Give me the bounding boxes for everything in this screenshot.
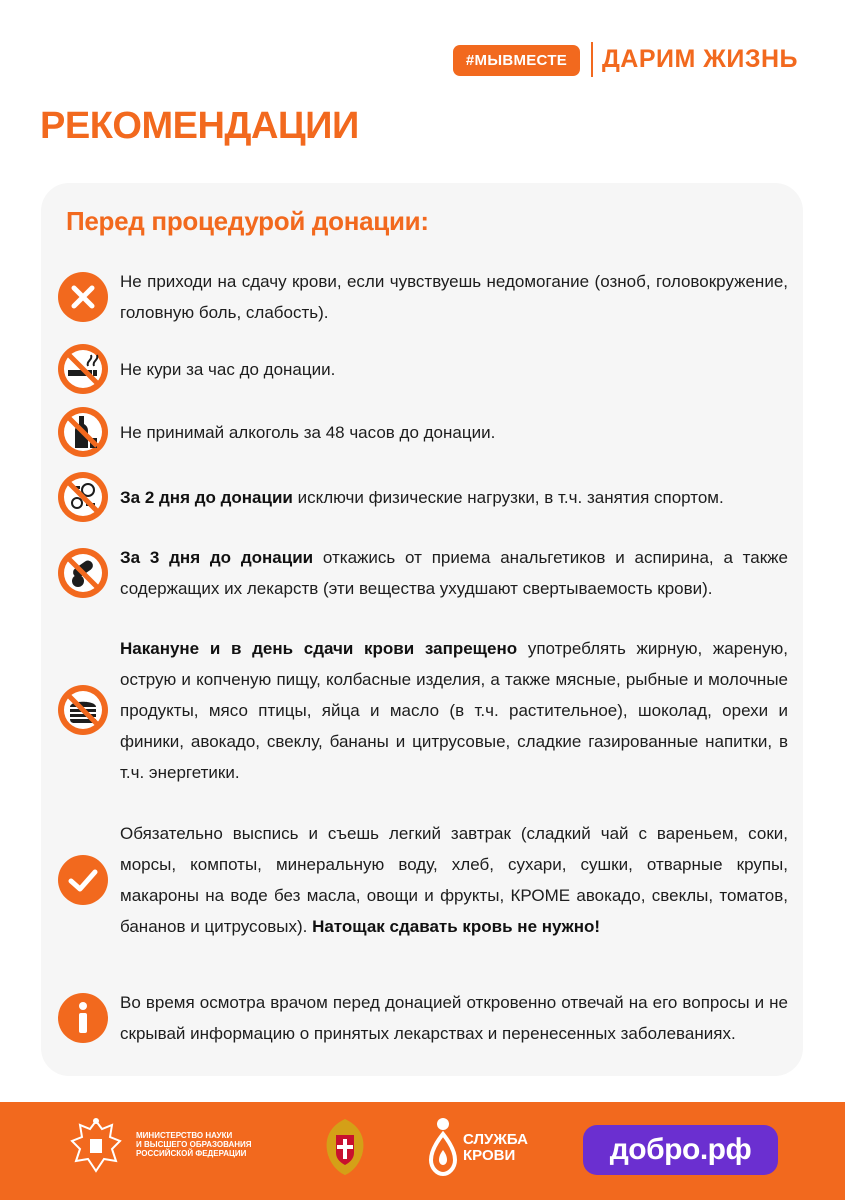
list-item bbox=[58, 970, 788, 1066]
card-title: Перед процедурой донации: bbox=[66, 206, 429, 236]
item-text: Не кури за час до донации. bbox=[120, 359, 336, 379]
no-pills-icon bbox=[58, 548, 108, 598]
cross-circle-icon bbox=[58, 272, 108, 322]
list-item bbox=[58, 816, 788, 944]
list-item bbox=[58, 540, 788, 606]
item-text: Не приходи на сдачу крови, если чувствуешь недомогание (озноб, головокружение, головную боль, слабость). bbox=[120, 272, 788, 322]
no-alcohol-icon bbox=[58, 407, 108, 457]
blood-service-label: СЛУЖБА КРОВИ bbox=[463, 1131, 528, 1164]
item-text: Во время осмотра врачом перед донацией откровенно отвечай на его вопросы и не скрывай информацию о принятых лекарствах и перенесенных заболеваниях. bbox=[120, 993, 788, 1043]
list-item bbox=[58, 405, 788, 459]
list-item bbox=[58, 343, 788, 395]
item-text: За 3 дня до донации откажись от приема анальгетиков и аспирина, а также содержащих их лекарств (эти вещества ухудшают свертываемость крови). bbox=[120, 548, 788, 598]
list-item bbox=[58, 469, 788, 525]
no-fast-food-icon bbox=[58, 685, 108, 735]
hashtag-badge: #МЫВМЕСТЕ bbox=[453, 45, 580, 76]
list-item bbox=[58, 266, 788, 328]
no-sport-icon bbox=[58, 472, 108, 522]
item-text: За 2 дня до донации исключи физические нагрузки, в т.ч. занятия спортом. bbox=[120, 487, 724, 507]
ministry-label: МИНИСТЕРСТВО НАУКИ И ВЫСШЕГО ОБРАЗОВАНИЯ РОССИЙСКОЙ ФЕДЕРАЦИИ bbox=[136, 1131, 252, 1158]
header-divider bbox=[591, 42, 593, 77]
list-item bbox=[58, 632, 788, 788]
russian-emblem-icon bbox=[66, 1115, 126, 1177]
item-text: Обязательно выспись и съешь легкий завтрак (сладкий чай с вареньем, соки, морсы, компоты, минеральную воду, хлеб, сухари, сушки, отварные крупы, макароны на воде без масла, овощи и фрукты, КРОМЕ авокадо, свеклы, томатов, бананов и цитрусовых). Натощак сдавать кровь не нужно! bbox=[120, 824, 788, 936]
info-circle-icon bbox=[58, 993, 108, 1043]
blood-service-logo-icon bbox=[427, 1116, 459, 1176]
page-title: РЕКОМЕНДАЦИИ bbox=[40, 105, 359, 147]
dobro-logo: добро.рф bbox=[583, 1125, 778, 1175]
no-smoking-icon bbox=[58, 344, 108, 394]
health-ministry-emblem-icon bbox=[318, 1115, 372, 1177]
item-text: Не принимай алкоголь за 48 часов до донации. bbox=[120, 422, 496, 442]
item-text: Накануне и в день сдачи крови запрещено употреблять жирную, жареную, острую и копченую пищу, колбасные изделия, а также мясные, рыбные и молочные продукты, мясо птицы, яйца и масло (в т.ч. растительное), шоколад, орехи и финики, авокадо, свеклу, бананы и цитрусовые, сладкие газированные напитки, в т.ч. энергетики. bbox=[120, 638, 789, 782]
checkmark-circle-icon bbox=[58, 855, 108, 905]
header-slogan: ДАРИМ ЖИЗНЬ bbox=[602, 45, 799, 73]
